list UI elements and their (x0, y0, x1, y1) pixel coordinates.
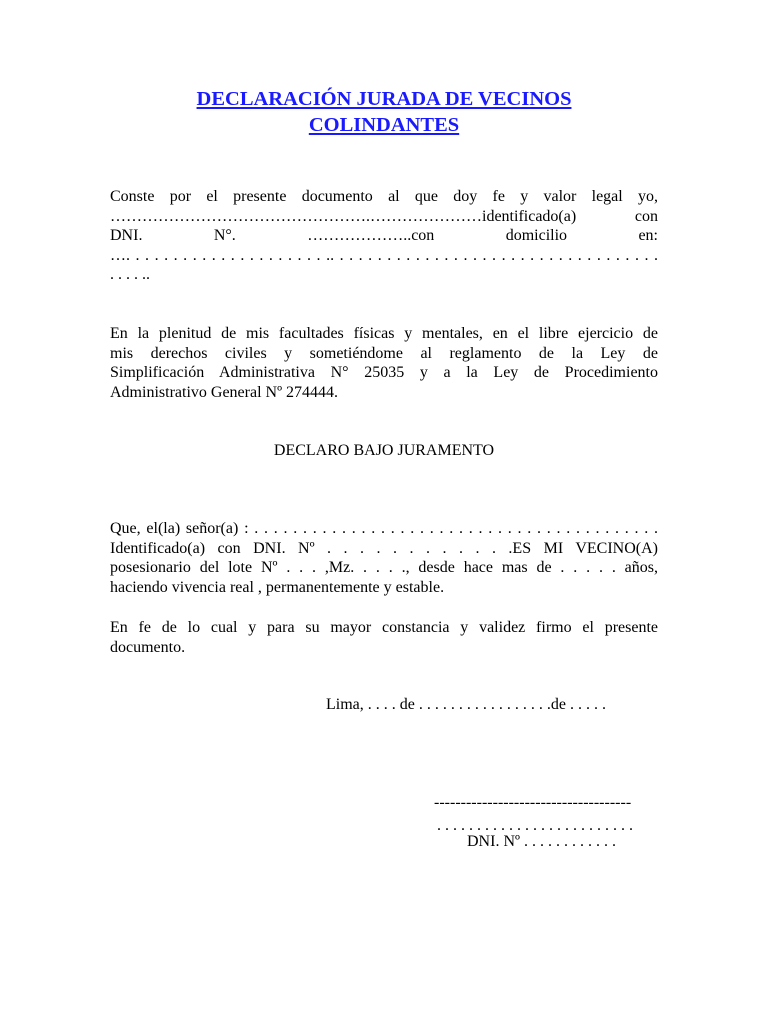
paragraph-line: Simplificación Administrativa N° 25035 y a la Ley de Procedimiento (110, 364, 658, 381)
paragraph-line: Que, el(la) señor(a) : . . . . . . . . . . . . . . . . . . . . . . . . . . . . . . . . . . . . . . . . . . (110, 520, 658, 537)
paragraph-line: En fe de lo cual y para su mayor constancia y validez firmo el presente (110, 619, 658, 636)
paragraph-line: Administrativo General Nº 274444. (110, 383, 339, 401)
paragraph-line: . . . . .. (110, 266, 150, 283)
paragraph-line: Conste por el presente documento al que doy fe y valor legal yo, (110, 188, 658, 205)
paragraph-legal-basis (110, 324, 658, 402)
paragraph-neighbor-statement (110, 519, 658, 597)
signature-dni: DNI. Nº . . . . . . . . . . . . (467, 833, 616, 850)
paragraph-line: documento. (110, 638, 186, 656)
paragraph-line: mis derechos civiles y sometiéndome al reglamento de la Ley de (110, 344, 658, 362)
paragraph-line: DNI. N°. ………………..con domicilio en: (110, 227, 658, 244)
paragraph-closing (110, 618, 658, 657)
paragraph-line: En la plenitud de mis facultades físicas y mentales, en el libre ejercicio de (110, 325, 658, 342)
paragraph-line: haciendo vivencia real , permanentemente y estable. (110, 578, 445, 596)
signature-line: ------------------------------------- (434, 794, 632, 811)
signature-name-dots: . . . . . . . . . . . . . . . . . . . . . . . . . (437, 817, 633, 834)
paragraph-declarant-identification (110, 187, 658, 285)
paragraph-line: posesionario del lote Nº . . . ,Mz. . . . ., desde hace mas de . . . . . años, (110, 559, 658, 576)
place-and-date: Lima, . . . . de . . . . . . . . . . . . . . . . .de . . . . . (326, 696, 606, 713)
paragraph-line: Identificado(a) con DNI. Nº . . . . . . . . . . . .ES MI VECINO(A) (110, 539, 658, 557)
title-line-1: DECLARACIÓN JURADA DE VECINOS (196, 88, 572, 110)
paragraph-line: …. . . . . . . . . . . . . . . . . . . . . .. . . . . . . . . . . . . . . . . . . . . . . . . . . . . . . . . . . (110, 246, 658, 264)
declaration-heading: DECLARO BAJO JURAMENTO (273, 442, 495, 459)
document-title (110, 86, 658, 138)
paragraph-line: ………………………………………….…………………identificado(a) con (110, 207, 658, 225)
title-line-2: COLINDANTES (308, 114, 460, 136)
